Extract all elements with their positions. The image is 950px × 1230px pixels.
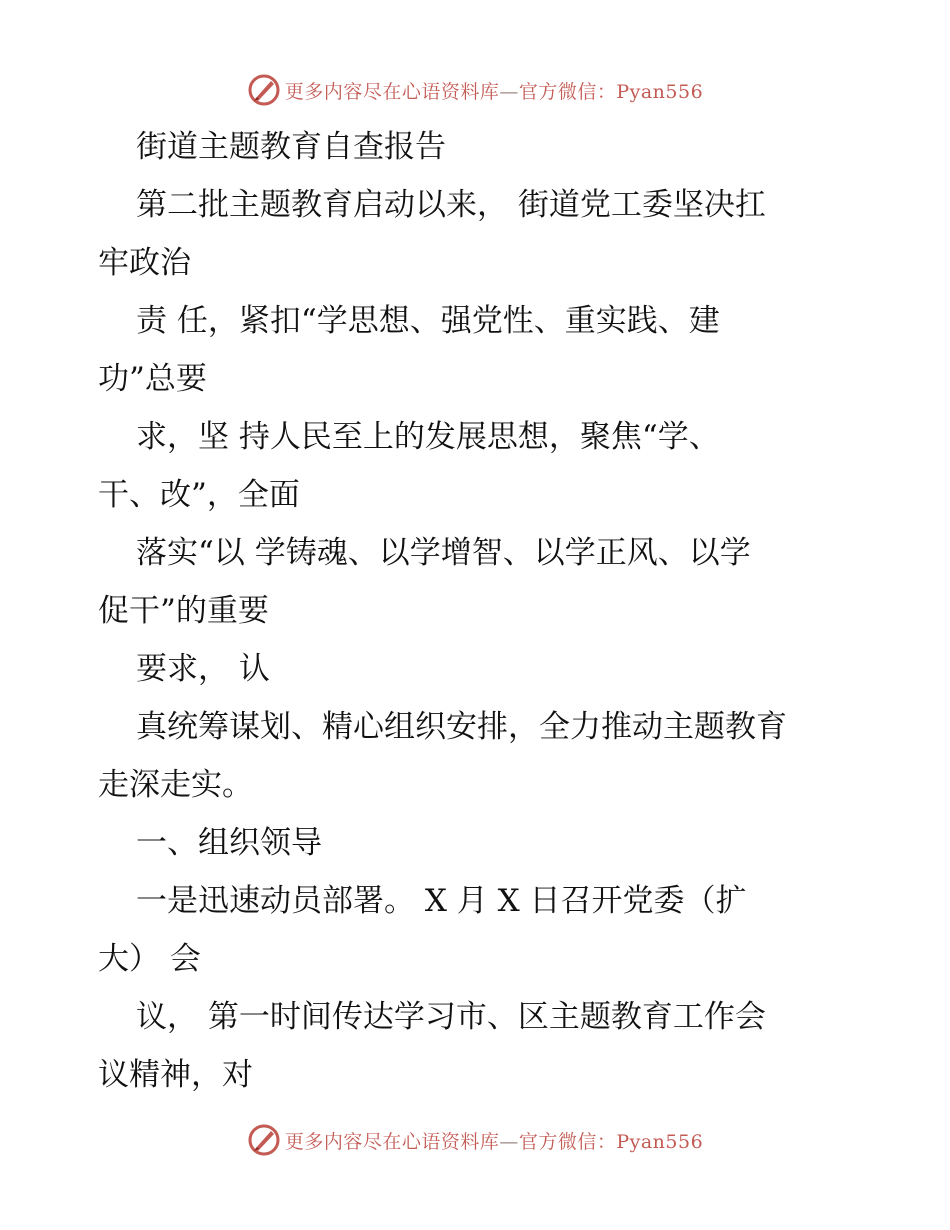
watermark-contact: 官方微信：Pyan556 (518, 80, 704, 103)
paragraph-line: 大） 会 (98, 941, 201, 977)
section-heading: 一、组织领导 (136, 825, 322, 861)
paragraph-line: 求，坚 持人民至上的发展思想，聚焦“学、 (136, 419, 720, 455)
watermark-dash: — (499, 80, 519, 103)
paragraph-line: 促干”的重要 (98, 593, 269, 629)
watermark-footer (0, 1120, 950, 1160)
paragraph-line: 走深走实。 (98, 767, 253, 803)
paragraph-line: 落实“以 学铸魂、以学增智、以学正风、以学 (136, 535, 751, 571)
paragraph-line: 议精神，对 (98, 1057, 253, 1093)
paragraph-line: 要求， 认 (136, 651, 270, 687)
watermark-dash: — (499, 1130, 519, 1153)
watermark-text: 更多内容尽在心语资料库 (284, 1130, 500, 1153)
paragraph-line: 功”总要 (98, 361, 207, 397)
paragraph-line: 干、改”，全面 (98, 477, 300, 513)
paragraph-line: 议， 第一时间传达学习市、区主题教育工作会 (136, 999, 766, 1035)
watermark-text: 更多内容尽在心语资料库 (284, 80, 500, 103)
quill-circle-icon (247, 73, 281, 107)
document-title: 街道主题教育自查报告 (136, 129, 446, 165)
watermark-contact: 官方微信：Pyan556 (518, 1130, 704, 1153)
quill-circle-icon (247, 1123, 281, 1157)
paragraph-line: 责 任，紧扣“学思想、强党性、重实践、建 (136, 303, 720, 339)
watermark-header (0, 70, 950, 110)
document-body (98, 118, 858, 1104)
paragraph-line: 第二批主题教育启动以来， 街道党工委坚决扛 (136, 187, 766, 223)
paragraph-line: 一是迅速动员部署。 X 月 X 日召开党委（扩 (136, 883, 747, 919)
paragraph-line: 牢政治 (98, 245, 191, 281)
paragraph-line: 真统筹谋划、精心组织安排，全力推动主题教育 (136, 709, 787, 745)
